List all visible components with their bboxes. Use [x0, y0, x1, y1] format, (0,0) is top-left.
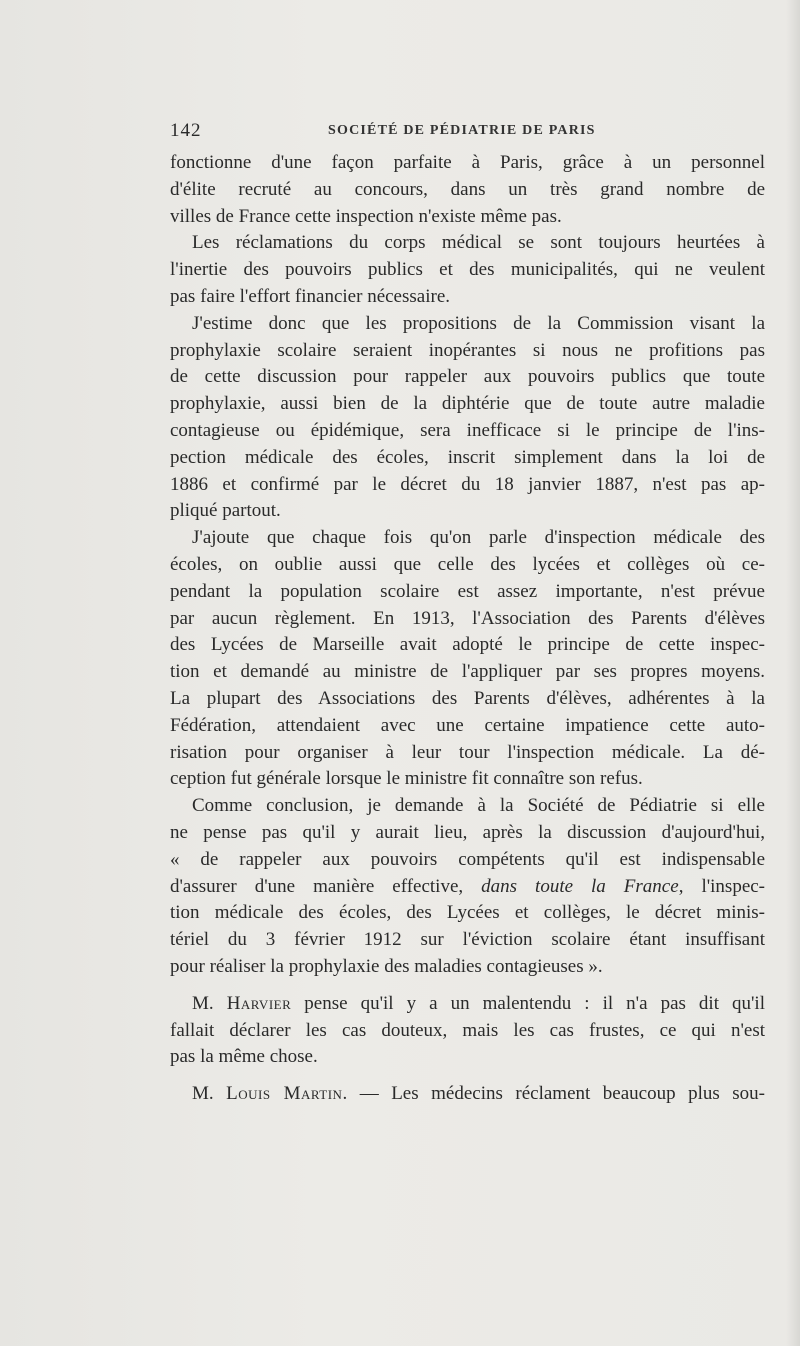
text-line: tériel du 3 février 1912 sur l'éviction scolaire étant insuffisant — [170, 929, 765, 951]
text-line: « de rappeler aux pouvoirs compétents qu'il est indispensable — [170, 848, 765, 870]
text-line: écoles, on oublie aussi que celle des lycées et collèges où ce- — [170, 553, 765, 575]
text-line: d'élite recruté au concours, dans un très grand nombre de — [170, 178, 765, 200]
text-line: ception fut générale lorsque le ministre fit connaître son refus. — [170, 768, 643, 790]
text-line: Fédération, attendaient avec une certaine impatience cette auto- — [170, 714, 765, 736]
text-fragment: pense qu'il y a un malentendu : il n'a pas dit qu'il — [291, 992, 765, 1014]
body-text — [170, 150, 765, 1108]
text-line: prophylaxie scolaire seraient inopérantes si nous ne profitions pas — [170, 339, 765, 361]
page-edge-shadow — [786, 0, 800, 1346]
text-line: pas la même chose. — [170, 1046, 318, 1068]
speaker-name: Louis Martin — [226, 1083, 343, 1105]
text-line: pection médicale des écoles, inscrit simplement dans la loi de — [170, 446, 765, 468]
running-head: SOCIÉTÉ DE PÉDIATRIE DE PARIS — [328, 123, 596, 138]
text-line: de cette discussion pour rappeler aux pouvoirs publics que toute — [170, 366, 765, 388]
paragraph-continuation — [170, 150, 765, 230]
text-line — [170, 874, 765, 901]
text-line: pour réaliser la prophylaxie des maladies contagieuses ». — [170, 955, 603, 977]
text-line: pas faire l'effort financier nécessaire. — [170, 285, 450, 307]
text-fragment: d'assurer d'une manière effective, — [170, 875, 482, 897]
text-line: 1886 et confirmé par le décret du 18 janvier 1887, n'est pas ap- — [170, 473, 765, 495]
text-line: fallait déclarer les cas douteux, mais les cas frustes, ce qui n'est — [170, 1019, 765, 1041]
text-line: pliqué partout. — [170, 500, 281, 522]
text-fragment: , l'inspec- — [678, 875, 766, 897]
text-line: Comme conclusion, je demande à la Société de Pédiatrie si elle — [192, 795, 765, 817]
speaker-name: Harvier — [226, 992, 292, 1014]
text-line: La plupart des Associations des Parents d'élèves, adhérentes à la — [170, 687, 765, 709]
text-line: risation pour organiser à leur tour l'inspection médicale. La dé- — [170, 741, 765, 763]
text-line: des Lycées de Marseille avait adopté le principe de cette inspec- — [170, 634, 765, 656]
page-number: 142 — [170, 120, 202, 141]
text-line — [170, 1081, 765, 1108]
text-line: fonctionne d'une façon parfaite à Paris, grâce à un personnel — [170, 152, 765, 173]
paragraph-reclamations — [170, 230, 765, 310]
paragraph-harvier — [170, 991, 765, 1071]
text-line: Les réclamations du corps médical se sont toujours heurtées à — [192, 232, 765, 254]
text-line: pendant la population scolaire est assez importante, n'est prévue — [170, 580, 765, 602]
text-line: par aucun règlement. En 1913, l'Association des Parents d'élèves — [170, 607, 765, 629]
text-line: tion médicale des écoles, des Lycées et collèges, le décret minis- — [170, 902, 765, 924]
text-fragment: . — Les médecins réclament beaucoup plus sou- — [342, 1083, 765, 1105]
text-line: tion et demandé au ministre de l'appliquer par ses propres moyens. — [170, 661, 765, 683]
text-line: J'ajoute que chaque fois qu'on parle d'inspection médicale des — [192, 527, 765, 549]
text-line: ne pense pas qu'il y aurait lieu, après la discussion d'aujourd'hui, — [170, 821, 765, 843]
speaker-prefix: M. — [192, 1083, 227, 1105]
paragraph-martin — [170, 1081, 765, 1108]
paragraph-conclusion — [170, 793, 765, 981]
speaker-prefix: M. — [192, 992, 227, 1014]
text-line: prophylaxie, aussi bien de la diphtérie que de toute autre maladie — [170, 393, 765, 415]
text-line: l'inertie des pouvoirs publics et des municipalités, qui ne veulent — [170, 259, 765, 281]
italic-emphasis: dans toute la France — [481, 875, 679, 897]
text-line — [170, 991, 765, 1018]
text-line: villes de France cette inspection n'existe même pas. — [170, 205, 562, 227]
text-line: J'estime donc que les propositions de la Commission visant la — [192, 312, 765, 334]
page-header — [170, 120, 765, 144]
paragraph-ajoute — [170, 525, 765, 793]
paragraph-estime — [170, 311, 765, 525]
text-line: contagieuse ou épidémique, sera inefficace si le principe de l'ins- — [170, 419, 765, 441]
